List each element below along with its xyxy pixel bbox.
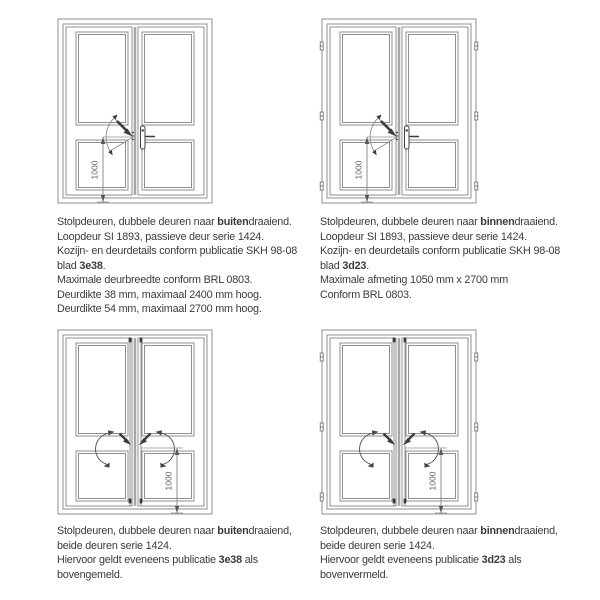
caption-text: Maximale afmeting 1050 mm x 2700 mm xyxy=(320,274,509,286)
caption-top-right xyxy=(320,215,560,302)
door-leaves xyxy=(330,338,468,506)
figure-stolpdeuren-buitendraaiend-loopdeur xyxy=(55,18,215,206)
caption-text: Hiervoor geldt eveneens publicatie xyxy=(320,554,482,566)
door-leaves xyxy=(66,338,204,506)
caption-line xyxy=(57,302,297,317)
caption-text: Stolpdeuren, dubbele deuren naar xyxy=(57,525,218,537)
swing-direction-icon xyxy=(370,115,397,156)
caption-text: Stolpdeuren, dubbele deuren naar xyxy=(57,216,218,228)
caption-text: Kozijn- en deurdetails conform publicatie SKH 98-08 xyxy=(320,245,561,257)
door-frame xyxy=(322,19,476,203)
caption-line xyxy=(57,288,297,303)
caption-bold-text: 3e38 xyxy=(218,554,242,566)
caption-line xyxy=(57,553,292,568)
cremone-handle-icons xyxy=(384,434,415,446)
caption-text: Deurdikte 38 mm, maximaal 2400 mm hoog. xyxy=(57,288,262,301)
swing-direction-icon xyxy=(106,115,133,156)
caption-line xyxy=(57,524,292,539)
caption-text: Kozijn- en deurdetails conform publicatie SKH 98-08 xyxy=(57,245,298,257)
door-handle-icon xyxy=(405,126,420,149)
caption-line xyxy=(320,553,558,568)
caption-line xyxy=(320,568,558,583)
caption-text: bovenvermeld. xyxy=(320,568,389,581)
caption-text: . xyxy=(102,259,106,272)
caption-top-left xyxy=(57,215,297,317)
caption-line xyxy=(320,215,560,230)
caption-text: als xyxy=(241,554,258,566)
door-handle-icon xyxy=(141,126,156,149)
door-frame xyxy=(58,19,212,203)
caption-text: . xyxy=(366,259,370,272)
caption-text: bovengemeld. xyxy=(57,568,123,581)
caption-line xyxy=(320,539,558,554)
caption-text: Hiervoor geldt eveneens publicatie xyxy=(57,554,219,566)
caption-text: Loopdeur SI 1893, passieve deur serie 1424. xyxy=(320,230,527,243)
caption-text: draaiend. xyxy=(514,216,558,228)
caption-text: Conform BRL 0803. xyxy=(320,288,412,301)
caption-line xyxy=(57,539,292,554)
caption-bold-text: binnen xyxy=(480,216,515,228)
caption-line xyxy=(320,524,558,539)
caption-bold-text: binnen xyxy=(480,525,515,537)
dimension-label: 1000 xyxy=(353,160,364,180)
caption-line xyxy=(320,230,560,245)
door-panels xyxy=(340,343,458,501)
caption-bold-text: 3d23 xyxy=(481,554,506,566)
door-leaves xyxy=(66,27,204,195)
caption-line xyxy=(57,568,292,583)
caption-text: Stolpdeuren, dubbele deuren naar xyxy=(320,216,481,228)
caption-text: Loopdeur SI 1893, passieve deur serie 1424. xyxy=(57,230,264,243)
dimension-label: 1000 xyxy=(427,471,438,491)
caption-bold-text: buiten xyxy=(217,525,249,537)
cremone-handle-icons xyxy=(120,434,151,446)
caption-text: draaiend. xyxy=(248,216,292,228)
caption-line xyxy=(57,259,297,274)
hinge-icons xyxy=(320,353,478,501)
caption-text: Deurdikte 54 mm, maximaal 2700 mm hoog. xyxy=(57,303,262,315)
caption-line xyxy=(57,273,297,288)
door-panels xyxy=(76,343,194,501)
caption-text: als xyxy=(505,554,522,566)
dimension-label: 1000 xyxy=(163,471,174,491)
caption-text: draaiend, xyxy=(248,525,292,537)
caption-bold-text: 3d23 xyxy=(342,259,367,272)
caption-line xyxy=(320,259,560,274)
caption-text: blad xyxy=(57,259,80,272)
door-leaves xyxy=(330,27,468,195)
caption-bottom-right xyxy=(320,524,558,582)
hinge-icons xyxy=(320,42,478,190)
figure-stolpdeuren-binnendraaiend-loopdeur xyxy=(319,18,479,206)
caption-text: blad xyxy=(320,259,343,272)
door-frame xyxy=(322,330,476,514)
door-frame xyxy=(58,330,212,514)
dimension-1000 xyxy=(405,448,447,513)
caption-text: Stolpdeuren, dubbele deuren naar xyxy=(320,525,481,537)
caption-bottom-left xyxy=(57,524,292,582)
caption-line xyxy=(320,273,560,288)
caption-text: beide deuren serie 1424. xyxy=(320,539,435,552)
caption-line xyxy=(320,244,560,259)
figure-stolpdeuren-binnendraaiend-beide-deuren xyxy=(319,329,479,517)
caption-line xyxy=(320,288,560,303)
figure-stolpdeuren-buitendraaiend-beide-deuren xyxy=(55,329,215,517)
caption-bold-text: buiten xyxy=(217,216,249,228)
caption-text: Maximale deurbreedte conform BRL 0803. xyxy=(57,274,253,286)
dimension-label: 1000 xyxy=(89,160,100,180)
caption-line xyxy=(57,215,297,230)
dimension-1000 xyxy=(141,448,183,513)
caption-line xyxy=(57,244,297,259)
caption-text: beide deuren serie 1424. xyxy=(57,539,172,552)
caption-bold-text: 3e38 xyxy=(79,259,103,272)
caption-text: draaiend, xyxy=(514,525,558,537)
caption-line xyxy=(57,230,297,245)
